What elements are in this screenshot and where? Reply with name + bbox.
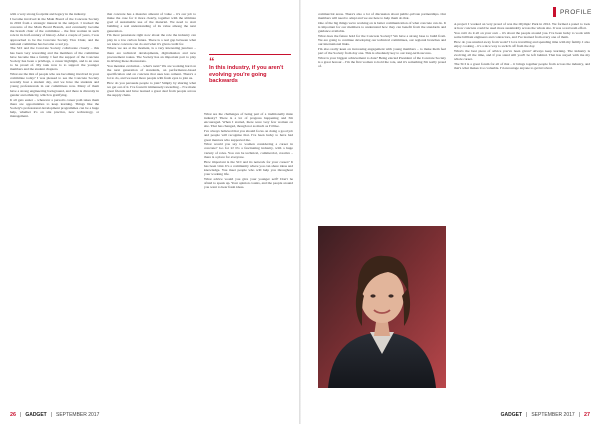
page-number-right: 27 [584,412,590,418]
column-1-paragraph: I became involved in the Main Board of the Concrete Society in 2016 from a strategic interest in the subject. I tracked the concerns of the Main Board Branch, and eventually became the branch chair of the committee – the first woman in such role in its half-century of history. After a couple of years, I was approached to be the Concrete Society Vice Chair, and the national committee has become a real joy. [10,16,99,46]
section-marker-icon [553,7,556,17]
issue-date-left: SEPTEMBER 2017 [56,412,100,418]
portrait-photo [318,226,446,388]
column-2-paragraph: How do you persuade people to join? Simply by sharing what we get out of it. I've found it immensely rewarding – I've made great friends and have learned a great deal from people across the supply chain. [107,80,196,98]
column-4-paragraph: One of the big things we're working on is better communication of what concrete can do. It is important for our members to understand how they can benefit from the standards and guidance available. [318,20,446,34]
page-number-left: 26 [10,412,16,418]
column-5-paragraph: You can't do it all on your own – it's about the people around you. I've been lucky to work with some brilliant engineers and contractors, and I've learned from every one of them. [454,30,590,40]
column-1-paragraph: with a very strong footprint and legacy in the industry. [10,12,87,16]
column-2-paragraph: You mention evolution – what's next? We are working hard on the next generation of standards, on performance-based specification and on concrete that uses less cement. There's a lot to do, and we need more people with fresh eyes to join us. [107,63,196,81]
page-gutter [299,0,301,424]
section-tag [553,7,592,17]
column-1-paragraph: What are the mix of people who are becoming involved in your committee today? I was pleased to see the Concrete Society recently host a student day, and we have the students and young professionals in our committees now. Many of them have a strong engineering background, and there is diversity in gender and ethnicity, which is gratifying. [10,71,99,97]
column-4-paragraph: What is your biggest achievement to date? Being elected President of the Concrete Society is a great honour – I'm the first woman to hold the role, and it's something I'm really proud of. [318,55,446,69]
column-3 [204,112,293,404]
portrait-illustration [318,226,446,388]
column-2-paragraph: that concrete has a massive amount of value – it's our job to make the case for it more clearly, together with the ultimate goal of sustainable use of the material. We need to start building a real understanding of its value among the next generation. [107,12,196,33]
footer-divider: | [50,412,53,418]
column-3-paragraph: I've always believed that you should focus on doing a good job and people will recognise that. I've been lucky to have had great mentors who supported me. [204,129,293,142]
column-4 [318,12,446,220]
column-1-paragraph: It all gets easier – wherever a person's career path takes them there are opportunities to keep learning. Things like the Society's professional development programmes can be a huge help, whether it's on site practice, new technology, or management. [10,97,99,119]
issue-date-right: SEPTEMBER 2017 [531,412,575,418]
footer-divider: | [578,412,580,418]
magazine-name-right: GADGET [500,412,523,418]
footer-right [501,412,590,418]
column-5 [454,22,590,404]
column-4-paragraph: What does the future hold for the Concrete Society? We have a strong base to build from. We are going to continue developing our technical committees, our regional branches and our international links. [318,33,446,47]
section-label: PROFILE [559,8,592,16]
pull-quote [209,54,291,111]
column-4-paragraph: commercial areas. There's also a lot of discussion about public–private partnerships. Our members will need to adapt and we are here to help them do that. [318,12,446,21]
footer-divider: | [20,412,22,418]
magazine-name-left: GADGET [25,412,47,418]
column-2-paragraph: I'm most passionate right now about the role the industry can play in a low carbon future. There is a real gap between what we know concrete can do and what it's given credit for. [107,33,196,46]
column-5-paragraph: The SCI is a great forum for all of that – it brings together people from across the industry, and that's what makes it so valuable. I'd encourage anyone to get involved. [454,61,590,70]
column-1-paragraph: The SCI and the Concrete Society collaborate closely – this has been very rewarding and the members of the committee have become like a family. I feel the support of the Concrete Society has been a privilege, a career highlight, and is an area to be proud of. My task now is to support the younger members and the student chapters. [10,46,99,72]
footer-divider: | [526,412,528,418]
column-3-paragraph: How important is the SCI and its network for your career? It has been vital. It's a community where you can share ideas and knowledge. You meet people who will help you throughout your working life. [204,159,293,176]
column-5-paragraph: How do you unwind away from work? I love travelling and spending time with my family. I also enjoy cooking – it's a nice way to switch off from the day. [454,39,590,48]
column-3-paragraph: What are the challenges of being part of a traditionally male industry? There is a lot of progress happening and I'm encouraged. When I started, there were very few women on site. That has changed, though not as much as I'd like. [204,112,293,129]
column-3-paragraph: What advice would you give your younger self? Don't be afraid to speak up. Your opinion counts, and the people around you want to hear fresh ideas. [204,176,293,190]
pull-quote-text: In this industry, if you aren't evolving you're going backwards [209,65,284,85]
column-2 [107,12,196,404]
column-5-paragraph: A project I worked on very proud of was the Olympic Park in 2012. We formed a panel to look at how concrete could be used more sustainably across the whole site. It was a real team effort. [454,22,590,31]
quote-mark-icon: “ [209,56,215,68]
column-2-paragraph: Where we are at the moment, is a very interesting juncture – there are technical developments, digitalisation and new procurement routes. The Society has an important part to play in driving these discussions. [107,46,196,63]
column-5-paragraph: What's the best piece of advice you've been given? Always keep learning. The industry is evolving all the time, and if you stand still you'll be left behind. That has stayed with me my whole career. [454,48,590,62]
column-4-paragraph: I'm also really keen on increasing engagement with young members – to make them feel part of the Society from day one. This is absolutely key to our long-term success. [318,47,446,56]
footer-left [10,412,99,418]
column-3-paragraph: What would you say to women considering a career in concrete? Go for it! It's a fascinating industry, with a huge variety of roles. You can be technical, commercial, creative – there is a place for everyone. [204,142,293,159]
column-1 [10,12,99,404]
